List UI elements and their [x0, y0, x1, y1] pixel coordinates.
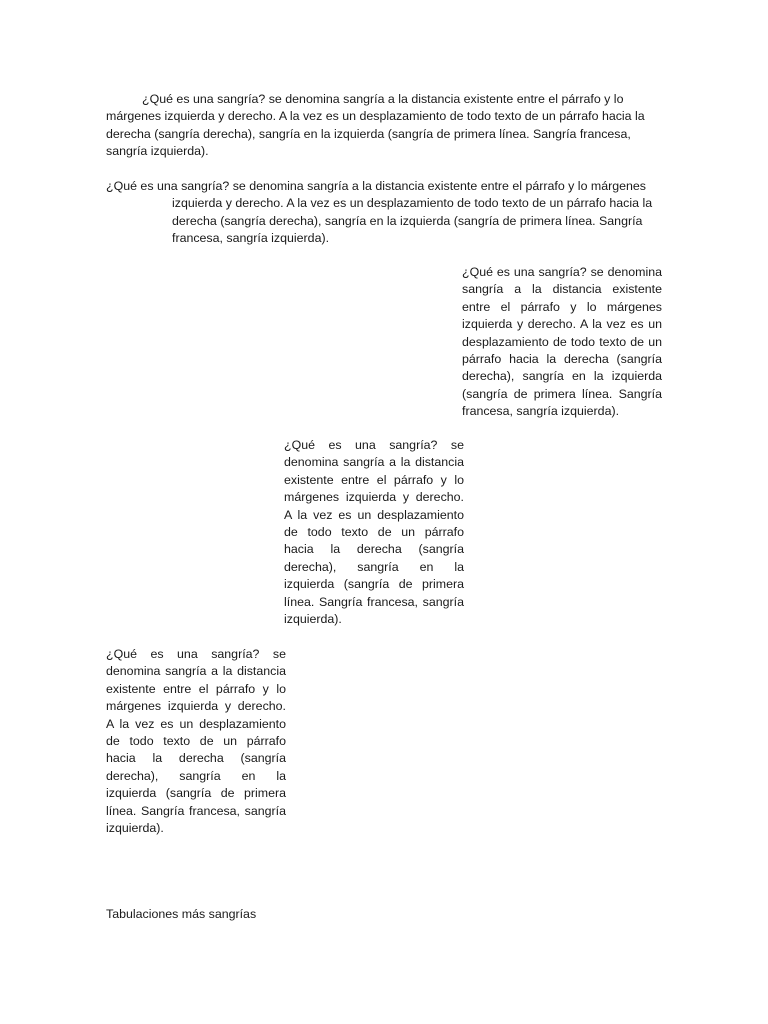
paragraph-hanging-indent [106, 178, 658, 248]
paragraph-hanging-indent-text: ¿Qué es una sangría? se denomina sangría a la distancia existente entre el párrafo y lo márgenes izquierda y derecho. A la vez es un desplazamiento de todo texto de un párrafo hacia la derecha (sangría derecha), sangría en la izquierda (sangría de primera línea. Sangría francesa, sangría izquierda). [106, 179, 653, 246]
paragraph-left-column: ¿Qué es una sangría? se denomina sangría a la distancia existente entre el párrafo y lo márgenes izquierda y derecho. A la vez es un desplazamiento de todo texto de un párrafo hacia la derecha (sangría derecha), sangría en la izquierda (sangría de primera línea. Sangría francesa, sangría izquierda). [106, 647, 286, 836]
paragraph-right-column: ¿Qué es una sangría? se denomina sangría a la distancia existente entre el párrafo y lo márgenes izquierda y derecho. A la vez es un desplazamiento de todo texto de un párrafo hacia la derecha (sangría derecha), sangría en la izquierda (sangría de primera línea. Sangría francesa, sangría izquierda). [462, 265, 662, 419]
section-heading-tabulaciones: Tabulaciones más sangrías [106, 907, 257, 921]
paragraph-first-line-indent: ¿Qué es una sangría? se denomina sangría a la distancia existente entre el párrafo y lo márgenes izquierda y derecho. A la vez es un desplazamiento de todo texto de un párrafo hacia la derecha (sangría derecha), sangría en la izquierda (sangría de primera línea. Sangría francesa, sangría izquierda). [106, 92, 645, 159]
paragraph-center-column: ¿Qué es una sangría? se denomina sangría a la distancia existente entre el párrafo y lo márgenes izquierda y derecho. A la vez es un desplazamiento de todo texto de un párrafo hacia la derecha (sangría derecha), sangría en la izquierda (sangría de primera línea. Sangría francesa, sangría izquierda). [284, 438, 464, 627]
